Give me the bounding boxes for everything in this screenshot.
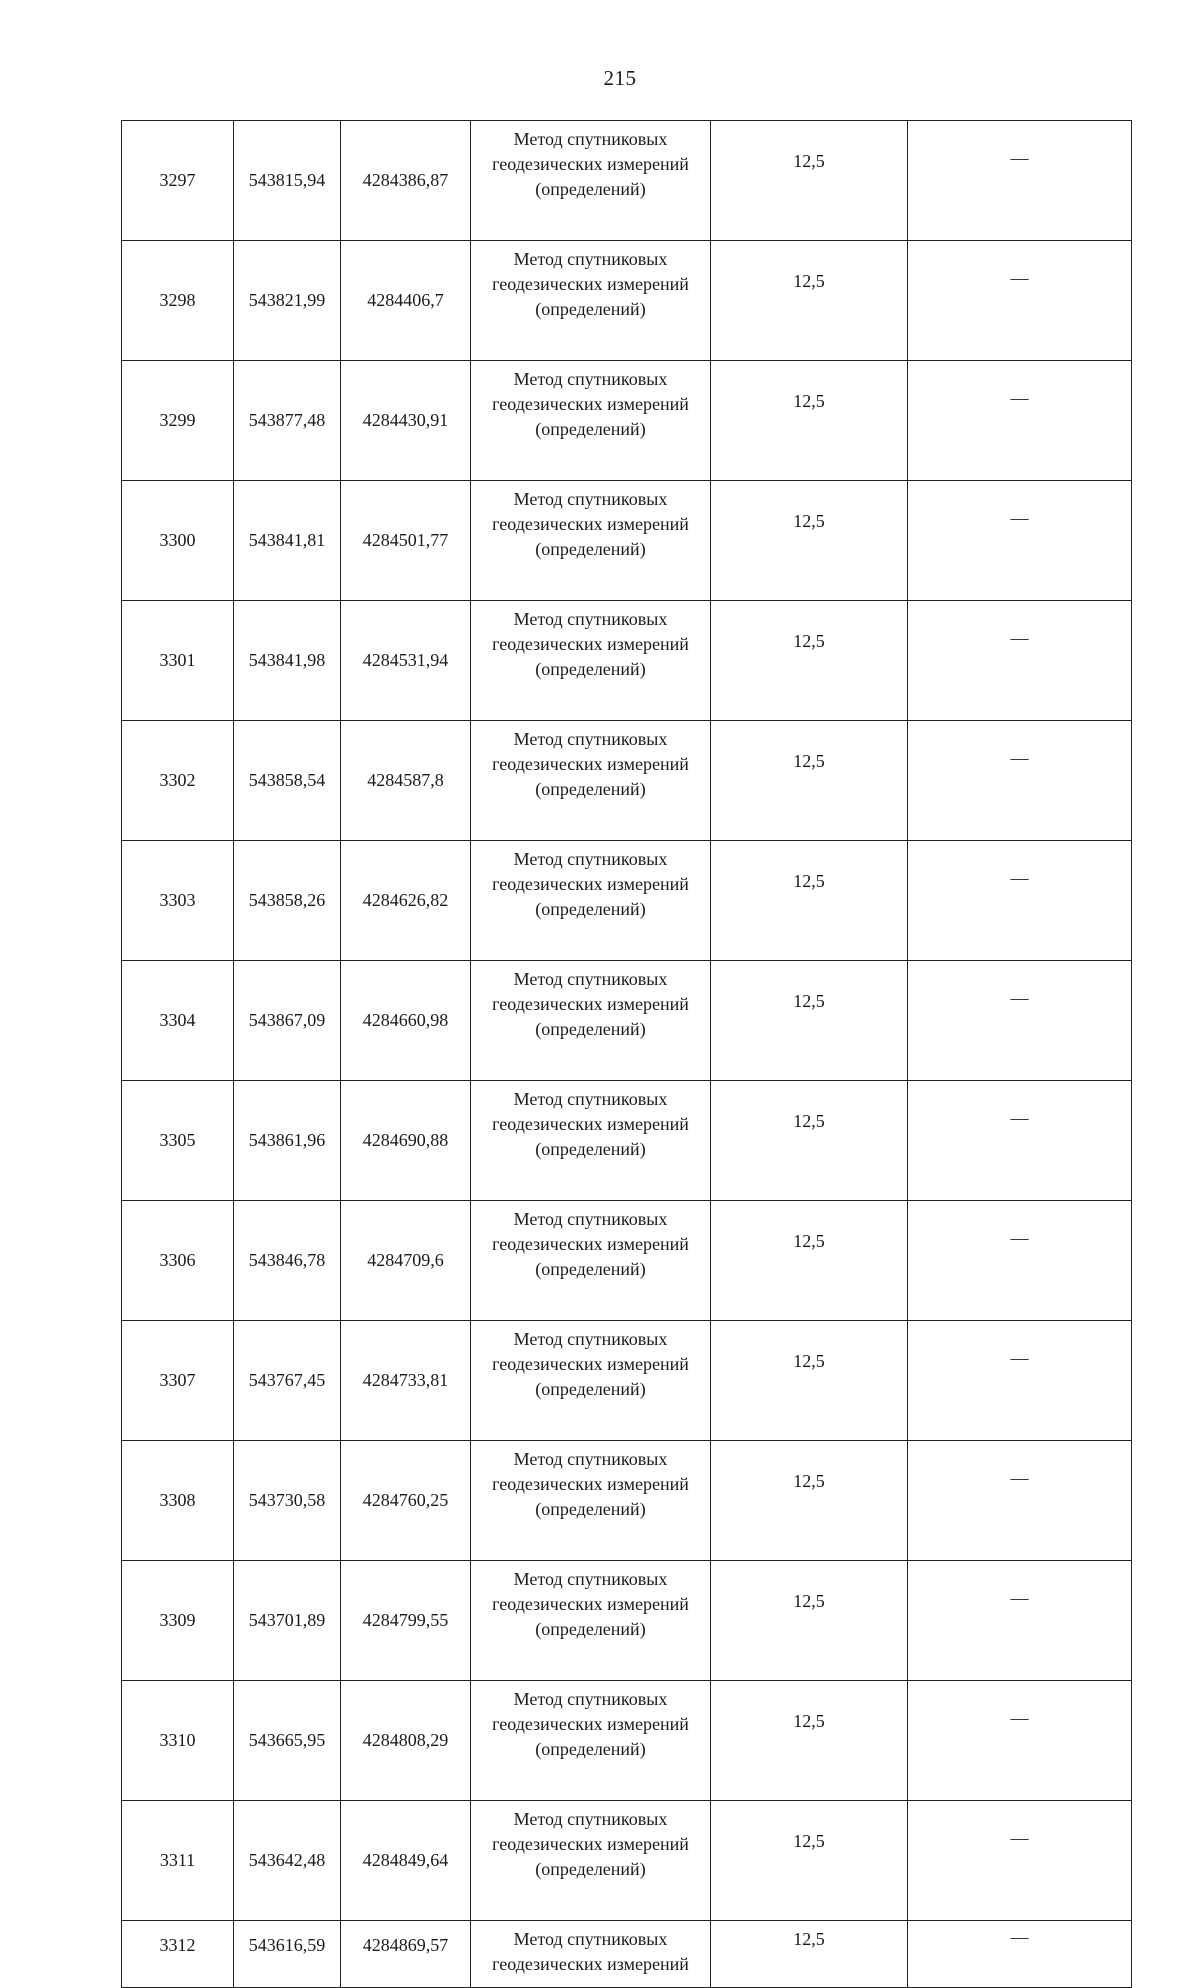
method-text-line: Метод спутниковых (513, 1689, 668, 1709)
method-text-line: геодезических измерений (492, 394, 689, 414)
note-cell: — (908, 1561, 1132, 1681)
method-cell (471, 1441, 711, 1561)
x-coordinate-cell: 543730,58 (234, 1441, 341, 1561)
method-text-line: геодезических измерений (492, 874, 689, 894)
note-cell: — (908, 1321, 1132, 1441)
method-text-line: Метод спутниковых (513, 849, 668, 869)
accuracy-cell: 12,5 (711, 1801, 908, 1921)
point-number-cell: 3300 (122, 481, 234, 601)
x-coordinate-cell: 543841,81 (234, 481, 341, 601)
method-text-line: (определений) (535, 779, 646, 799)
accuracy-cell: 12,5 (711, 601, 908, 721)
method-text-line: геодезических измерений (492, 1954, 689, 1974)
method-cell (471, 481, 711, 601)
method-text-line: Метод спутниковых (513, 969, 668, 989)
method-text-line: Метод спутниковых (513, 1089, 668, 1109)
accuracy-cell: 12,5 (711, 961, 908, 1081)
method-text-line: (определений) (535, 299, 646, 319)
method-text-line: Метод спутниковых (513, 129, 668, 149)
method-text-line: геодезических измерений (492, 274, 689, 294)
method-text-line: геодезических измерений (492, 1594, 689, 1614)
accuracy-cell: 12,5 (711, 121, 908, 241)
table-row (122, 1921, 1132, 1988)
y-coordinate-cell: 4284531,94 (341, 601, 471, 721)
table-row (122, 1201, 1132, 1321)
table-row (122, 1681, 1132, 1801)
table-row (122, 841, 1132, 961)
x-coordinate-cell: 543701,89 (234, 1561, 341, 1681)
y-coordinate-cell: 4284626,82 (341, 841, 471, 961)
method-text-line: (определений) (535, 1259, 646, 1279)
accuracy-cell: 12,5 (711, 1441, 908, 1561)
accuracy-cell: 12,5 (711, 481, 908, 601)
table-row (122, 241, 1132, 361)
accuracy-cell: 12,5 (711, 1561, 908, 1681)
method-text-line: (определений) (535, 1499, 646, 1519)
method-text-line: Метод спутниковых (513, 609, 668, 629)
x-coordinate-cell: 543821,99 (234, 241, 341, 361)
method-text-line: геодезических измерений (492, 634, 689, 654)
method-text-line: (определений) (535, 179, 646, 199)
note-cell: — (908, 721, 1132, 841)
method-text-line: геодезических измерений (492, 1714, 689, 1734)
note-cell: — (908, 1921, 1132, 1988)
method-text-line: (определений) (535, 1019, 646, 1039)
method-text-line: геодезических измерений (492, 994, 689, 1014)
method-text-line: Метод спутниковых (513, 1329, 668, 1349)
method-text-line: (определений) (535, 1139, 646, 1159)
page-number: 215 (603, 66, 637, 90)
point-number-cell: 3308 (122, 1441, 234, 1561)
y-coordinate-cell: 4284869,57 (341, 1921, 471, 1988)
point-number-cell: 3299 (122, 361, 234, 481)
y-coordinate-cell: 4284406,7 (341, 241, 471, 361)
method-text-line: (определений) (535, 419, 646, 439)
y-coordinate-cell: 4284690,88 (341, 1081, 471, 1201)
table-row (122, 1561, 1132, 1681)
method-text-line: Метод спутниковых (513, 729, 668, 749)
x-coordinate-cell: 543616,59 (234, 1921, 341, 1988)
method-text-line: геодезических измерений (492, 1234, 689, 1254)
method-text-line: (определений) (535, 1739, 646, 1759)
accuracy-cell: 12,5 (711, 841, 908, 961)
x-coordinate-cell: 543841,98 (234, 601, 341, 721)
method-cell (471, 601, 711, 721)
method-cell (471, 961, 711, 1081)
x-coordinate-cell: 543846,78 (234, 1201, 341, 1321)
method-text-line: геодезических измерений (492, 1834, 689, 1854)
method-text-line: (определений) (535, 1859, 646, 1879)
method-text-line: (определений) (535, 1619, 646, 1639)
accuracy-cell: 12,5 (711, 1081, 908, 1201)
method-text-line: Метод спутниковых (513, 1929, 668, 1949)
method-text-line: Метод спутниковых (513, 489, 668, 509)
method-cell (471, 361, 711, 481)
x-coordinate-cell: 543858,54 (234, 721, 341, 841)
x-coordinate-cell: 543815,94 (234, 121, 341, 241)
table-row (122, 361, 1132, 481)
point-number-cell: 3311 (122, 1801, 234, 1921)
method-text-line: геодезических измерений (492, 154, 689, 174)
note-cell: — (908, 1081, 1132, 1201)
accuracy-cell: 12,5 (711, 721, 908, 841)
method-cell (471, 1321, 711, 1441)
point-number-cell: 3301 (122, 601, 234, 721)
method-text-line: Метод спутниковых (513, 1209, 668, 1229)
point-number-cell: 3298 (122, 241, 234, 361)
table-row (122, 1801, 1132, 1921)
x-coordinate-cell: 543867,09 (234, 961, 341, 1081)
point-number-cell: 3297 (122, 121, 234, 241)
method-text-line: геодезических измерений (492, 1474, 689, 1494)
y-coordinate-cell: 4284587,8 (341, 721, 471, 841)
note-cell: — (908, 1681, 1132, 1801)
method-text-line: Метод спутниковых (513, 1809, 668, 1829)
point-number-cell: 3307 (122, 1321, 234, 1441)
point-number-cell: 3312 (122, 1921, 234, 1988)
x-coordinate-cell: 543861,96 (234, 1081, 341, 1201)
x-coordinate-cell: 543858,26 (234, 841, 341, 961)
method-cell (471, 1801, 711, 1921)
y-coordinate-cell: 4284808,29 (341, 1681, 471, 1801)
method-text-line: (определений) (535, 659, 646, 679)
method-cell (471, 841, 711, 961)
note-cell: — (908, 961, 1132, 1081)
note-cell: — (908, 841, 1132, 961)
y-coordinate-cell: 4284386,87 (341, 121, 471, 241)
note-cell: — (908, 481, 1132, 601)
coordinates-table-container (121, 120, 1131, 1988)
point-number-cell: 3310 (122, 1681, 234, 1801)
method-cell (471, 1681, 711, 1801)
method-text-line: геодезических измерений (492, 514, 689, 534)
table-row (122, 721, 1132, 841)
point-number-cell: 3306 (122, 1201, 234, 1321)
x-coordinate-cell: 543767,45 (234, 1321, 341, 1441)
y-coordinate-cell: 4284709,6 (341, 1201, 471, 1321)
accuracy-cell: 12,5 (711, 1921, 908, 1988)
method-text-line: геодезических измерений (492, 1354, 689, 1374)
note-cell: — (908, 1441, 1132, 1561)
method-text-line: геодезических измерений (492, 754, 689, 774)
table-row (122, 1441, 1132, 1561)
y-coordinate-cell: 4284849,64 (341, 1801, 471, 1921)
method-text-line: (определений) (535, 1379, 646, 1399)
note-cell: — (908, 1201, 1132, 1321)
method-text-line: геодезических измерений (492, 1114, 689, 1134)
y-coordinate-cell: 4284660,98 (341, 961, 471, 1081)
method-cell (471, 1921, 711, 1988)
accuracy-cell: 12,5 (711, 1201, 908, 1321)
method-text-line: Метод спутниковых (513, 1569, 668, 1589)
table-row (122, 961, 1132, 1081)
method-text-line: Метод спутниковых (513, 369, 668, 389)
note-cell: — (908, 241, 1132, 361)
y-coordinate-cell: 4284430,91 (341, 361, 471, 481)
coordinates-table (121, 120, 1132, 1988)
note-cell: — (908, 361, 1132, 481)
point-number-cell: 3309 (122, 1561, 234, 1681)
table-row (122, 481, 1132, 601)
method-text-line: Метод спутниковых (513, 249, 668, 269)
table-row (122, 1321, 1132, 1441)
method-cell (471, 1561, 711, 1681)
x-coordinate-cell: 543665,95 (234, 1681, 341, 1801)
accuracy-cell: 12,5 (711, 361, 908, 481)
accuracy-cell: 12,5 (711, 241, 908, 361)
point-number-cell: 3304 (122, 961, 234, 1081)
table-row (122, 121, 1132, 241)
x-coordinate-cell: 543877,48 (234, 361, 341, 481)
table-row (122, 1081, 1132, 1201)
point-number-cell: 3302 (122, 721, 234, 841)
method-cell (471, 1081, 711, 1201)
x-coordinate-cell: 543642,48 (234, 1801, 341, 1921)
method-text-line: Метод спутниковых (513, 1449, 668, 1469)
point-number-cell: 3305 (122, 1081, 234, 1201)
note-cell: — (908, 601, 1132, 721)
accuracy-cell: 12,5 (711, 1321, 908, 1441)
y-coordinate-cell: 4284760,25 (341, 1441, 471, 1561)
table-body (122, 121, 1132, 1988)
method-text-line: (определений) (535, 539, 646, 559)
accuracy-cell: 12,5 (711, 1681, 908, 1801)
note-cell: — (908, 1801, 1132, 1921)
method-cell (471, 241, 711, 361)
note-cell: — (908, 121, 1132, 241)
table-row (122, 601, 1132, 721)
y-coordinate-cell: 4284799,55 (341, 1561, 471, 1681)
method-text-line: (определений) (535, 899, 646, 919)
point-number-cell: 3303 (122, 841, 234, 961)
method-cell (471, 1201, 711, 1321)
y-coordinate-cell: 4284501,77 (341, 481, 471, 601)
method-cell (471, 121, 711, 241)
y-coordinate-cell: 4284733,81 (341, 1321, 471, 1441)
method-cell (471, 721, 711, 841)
